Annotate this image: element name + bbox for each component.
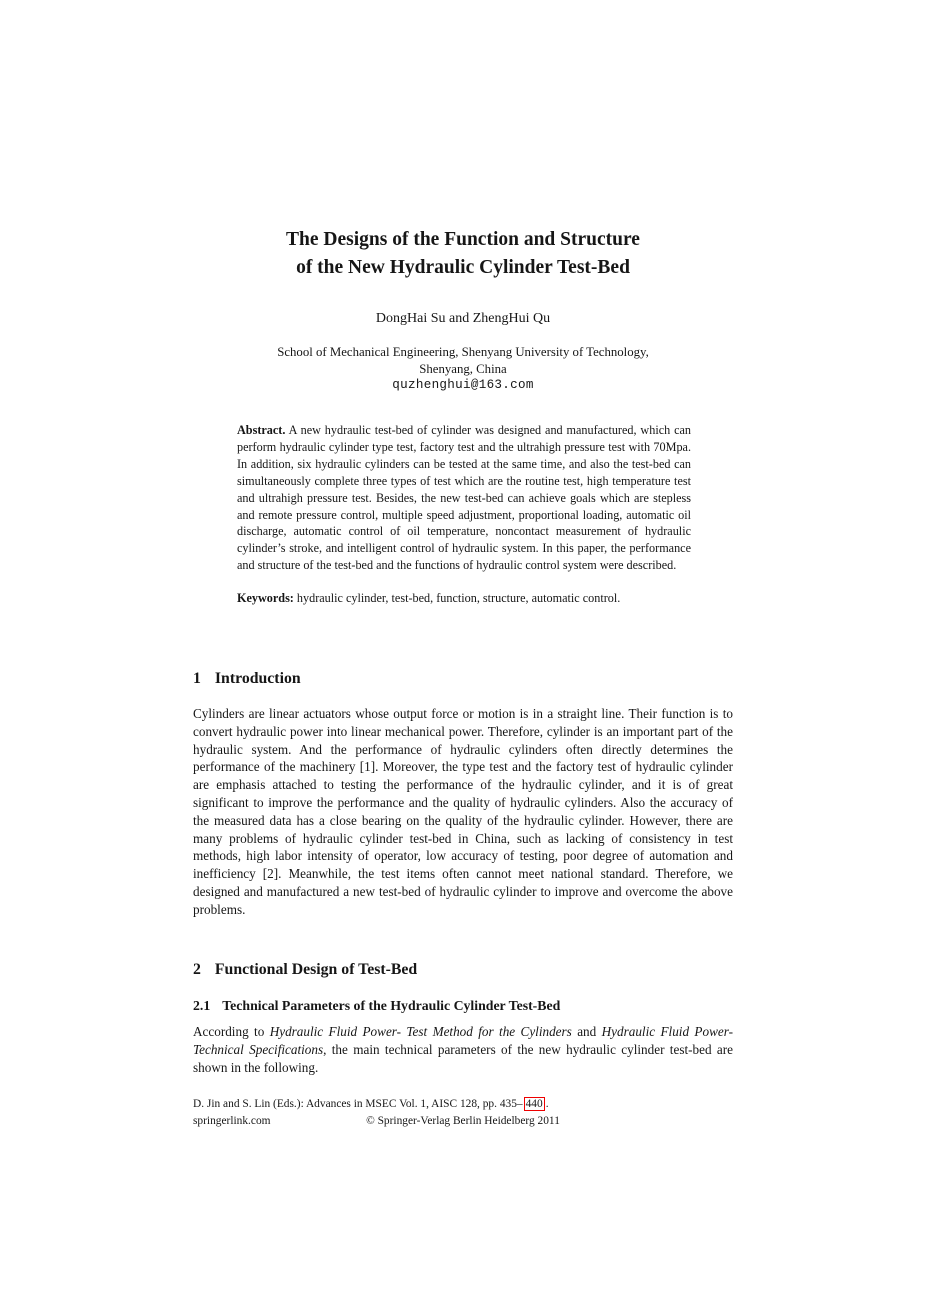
paragraph-text: , the main technical parameters of the new hydraulic cylinder test-bed are shown in the following. xyxy=(193,1041,733,1075)
paper-title-line1: The Designs of the Function and Structure xyxy=(286,229,640,250)
abstract-text: A new hydraulic test-bed of cylinder was designed and manufactured, which can perform hydraulic cylinder type test, factory test and the ultrahigh pressure test with 70Mpa. In addition, six hydraulic cylinders can be tested at the same time, and also the test-bed can simultaneously complete three types of test which are the routine test, high temperature test and ultrahigh pressure test. Besides, the new test-bed can achieve goals which are stepless and remote pressure control, multiple speed adjustment, proportional loading, automatic oil discharge, automatic control of oil temperature, noncontact measurement of hydraulic cylinder’s stroke, and intelligent control of hydraulic system. In this paper, the performance and structure of the test-bed and the functions of hydraulic control system were described. xyxy=(237,423,691,573)
author-email: quzhenghui@163.com xyxy=(392,378,534,392)
footer-publisher-line xyxy=(193,1113,733,1130)
page-number-link[interactable]: 440 xyxy=(525,1098,543,1110)
paragraph-text: and xyxy=(571,1024,602,1039)
paragraph-text: According to xyxy=(193,1024,270,1039)
paper-title xyxy=(193,226,733,281)
abstract-paragraph xyxy=(237,422,691,574)
footer-citation-line xyxy=(193,1096,733,1113)
keywords-paragraph xyxy=(237,590,691,607)
section-1-number: 1 xyxy=(193,670,201,687)
affiliation xyxy=(193,344,733,379)
affiliation-line1: School of Mechanical Engineering, Shenyang University of Technology, xyxy=(277,345,649,359)
cited-standard-title: Hydraulic Fluid Power- Test Method for the Cylinders xyxy=(269,1024,572,1039)
section-2-number: 2 xyxy=(193,961,201,978)
section-1-title: Introduction xyxy=(214,670,301,687)
introduction-paragraph: Cylinders are linear actuators whose output force or motion is in a straight line. Their function is to convert hydraulic power into linear mechanical power. Therefore, cylinder is an important part of the hydraulic system. And the performance of hydraulic cylinders often directly determines the performance of the machinery [1]. Moreover, the type test and the factory test of hydraulic cylinder are emphasis attached to testing the performance of the hydraulic cylinder, and it is of great significant to improve the performance and the quality of hydraulic cylinders. Also the accuracy of the measured data has a close bearing on the quality of the hydraulic cylinder. However, there are many problems of hydraulic cylinder test-bed in China, such as lacking of consistency in test methods, high labor intensity of operator, low accuracy of testing, poor degree of automation and inefficiency [2]. Meanwhile, the test items often cannot meet national standard. Therefore, we designed and manufactured a new test-bed of hydraulic cylinder to improve and overcome the above problems. xyxy=(193,706,733,917)
cited-standard-title: Hydraulic Fluid Power-Technical Specifications xyxy=(193,1024,733,1057)
copyright-text: © Springer-Verlag Berlin Heidelberg 2011 xyxy=(366,1114,560,1127)
keywords-text: hydraulic cylinder, test-bed, function, structure, automatic control. xyxy=(293,591,621,606)
section-1-heading xyxy=(193,668,733,690)
springerlink-text: springerlink.com xyxy=(193,1114,271,1127)
abstract-block xyxy=(237,422,691,607)
section-2-1-title: Technical Parameters of the Hydraulic Cylinder Test-Bed xyxy=(222,998,561,1013)
section-2-heading xyxy=(193,959,733,981)
section-2-1-paragraph xyxy=(193,1023,733,1076)
page-footer xyxy=(193,1096,733,1129)
section-2-1-number: 2.1 xyxy=(193,998,211,1013)
paper-title-line2: of the New Hydraulic Cylinder Test-Bed xyxy=(296,256,630,278)
authors: DongHai Su and ZhengHui Qu xyxy=(375,311,551,326)
abstract-label: Abstract. xyxy=(237,423,286,437)
footer-citation-text: D. Jin and S. Lin (Eds.): Advances in MSEC Vol. 1, AISC 128, pp. 435– xyxy=(193,1098,523,1110)
affiliation-line2: Shenyang, China xyxy=(419,362,507,377)
section-2-1-heading xyxy=(193,996,733,1015)
section-2-title: Functional Design of Test-Bed xyxy=(214,961,418,978)
keywords-label: Keywords: xyxy=(237,591,294,606)
footer-citation-period: . xyxy=(545,1098,549,1110)
